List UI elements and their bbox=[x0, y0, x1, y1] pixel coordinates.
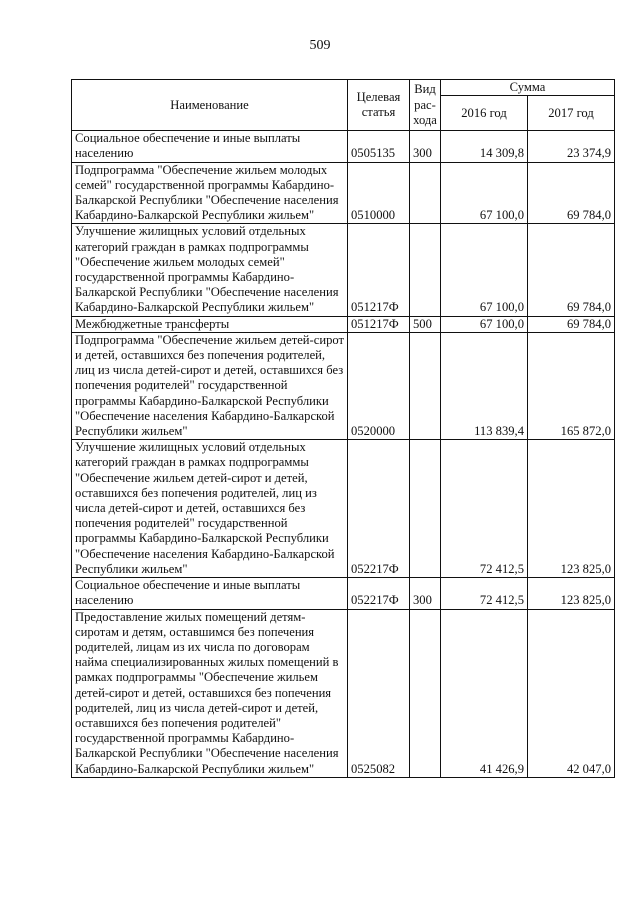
row-name: Подпрограмма "Обеспечение жильем детей-сирот и детей, оставшихся без попечения родителей, лиц из числа детей-сирот и детей, оставшихся без попечения родителей" государственной программы Кабардино-Балкарской Республики "Обеспечение населения Кабардино-Балкарской Республики жильем" bbox=[72, 332, 348, 439]
row-sum-2016: 67 100,0 bbox=[441, 224, 528, 316]
row-name: Подпрограмма "Обеспечение жильем молодых семей" государственной программы Кабардино-Балкарской Республики "Обеспечение населения Кабардино-Балкарской Республики жильем" bbox=[72, 162, 348, 224]
row-sum-2016: 67 100,0 bbox=[441, 162, 528, 224]
row-sum-2017: 123 825,0 bbox=[528, 578, 615, 609]
row-code: 0520000 bbox=[348, 332, 410, 439]
row-expense-type bbox=[410, 332, 441, 439]
row-code: 052217Ф bbox=[348, 578, 410, 609]
row-code: 051217Ф bbox=[348, 316, 410, 332]
header-target-article: Целевая статья bbox=[348, 80, 410, 131]
row-name: Улучшение жилищных условий отдельных категорий граждан в рамках подпрограммы "Обеспечение жильем молодых семей" государственной программы Кабардино-Балкарской Республики "Обеспечение населения Кабардино-Балкарской Республики жильем" bbox=[72, 224, 348, 316]
row-sum-2017: 165 872,0 bbox=[528, 332, 615, 439]
row-sum-2017: 23 374,9 bbox=[528, 131, 615, 162]
row-code: 0525082 bbox=[348, 609, 410, 777]
table-row bbox=[72, 578, 615, 609]
table-row bbox=[72, 332, 615, 439]
row-code: 0505135 bbox=[348, 131, 410, 162]
row-sum-2016: 72 412,5 bbox=[441, 440, 528, 578]
row-sum-2016: 113 839,4 bbox=[441, 332, 528, 439]
row-expense-type: 300 bbox=[410, 578, 441, 609]
row-sum-2016: 14 309,8 bbox=[441, 131, 528, 162]
row-sum-2016: 67 100,0 bbox=[441, 316, 528, 332]
header-name: Наименование bbox=[72, 80, 348, 131]
row-sum-2017: 69 784,0 bbox=[528, 224, 615, 316]
table-row bbox=[72, 162, 615, 224]
row-expense-type: 300 bbox=[410, 131, 441, 162]
row-sum-2017: 69 784,0 bbox=[528, 162, 615, 224]
table-row bbox=[72, 316, 615, 332]
row-name: Межбюджетные трансферты bbox=[72, 316, 348, 332]
row-name: Улучшение жилищных условий отдельных категорий граждан в рамках подпрограммы "Обеспечение жильем детей-сирот и детей, оставшихся без попечения родителей, лиц из числа детей-сирот и детей, оставшихся без попечения родителей" государственной программы Кабардино-Балкарской Республики "Обеспечение населения Кабардино-Балкарской Республики жильем" bbox=[72, 440, 348, 578]
header-sum: Сумма bbox=[441, 80, 615, 96]
budget-table bbox=[71, 79, 615, 778]
row-sum-2017: 42 047,0 bbox=[528, 609, 615, 777]
row-name: Социальное обеспечение и иные выплаты населению bbox=[72, 131, 348, 162]
table-row bbox=[72, 440, 615, 578]
row-expense-type bbox=[410, 162, 441, 224]
header-year-2017: 2017 год bbox=[528, 96, 615, 131]
row-code: 051217Ф bbox=[348, 224, 410, 316]
page-number: 509 bbox=[309, 38, 331, 53]
row-code: 0510000 bbox=[348, 162, 410, 224]
table-row bbox=[72, 131, 615, 162]
row-name: Предоставление жилых помещений детям-сиротам и детям, оставшимся без попечения родителей, лицам из их числа по договорам найма специализированных жилых помещений в рамках подпрограммы "Обеспечение жильем детей-сирот и детей, оставшихся без попечения родителей, лиц из числа детей-сирот и детей, оставшихся без попечения родителей" государственной программы Кабардино-Балкарской Республики "Обеспечение населения Кабардино-Балкарской Республики жильем" bbox=[72, 609, 348, 777]
row-expense-type bbox=[410, 440, 441, 578]
row-sum-2016: 41 426,9 bbox=[441, 609, 528, 777]
row-sum-2017: 123 825,0 bbox=[528, 440, 615, 578]
row-sum-2016: 72 412,5 bbox=[441, 578, 528, 609]
row-expense-type bbox=[410, 224, 441, 316]
row-expense-type: 500 bbox=[410, 316, 441, 332]
header-year-2016: 2016 год bbox=[441, 96, 528, 131]
table-row bbox=[72, 224, 615, 316]
row-code: 052217Ф bbox=[348, 440, 410, 578]
row-expense-type bbox=[410, 609, 441, 777]
table-row bbox=[72, 609, 615, 777]
row-sum-2017: 69 784,0 bbox=[528, 316, 615, 332]
header-expense-type: Вид рас-хода bbox=[410, 80, 441, 131]
row-name: Социальное обеспечение и иные выплаты населению bbox=[72, 578, 348, 609]
